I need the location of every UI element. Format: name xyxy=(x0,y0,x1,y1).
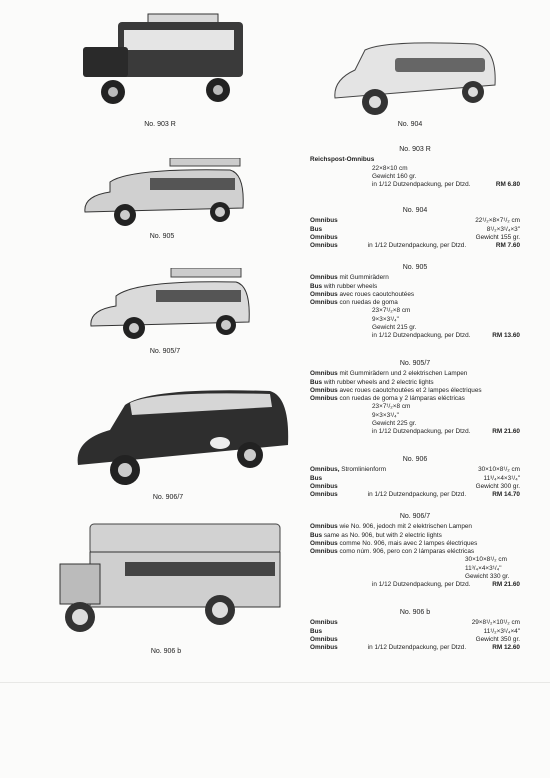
price: RM 7.60 xyxy=(495,242,520,250)
row-label: Omnibus xyxy=(310,619,338,627)
row-label: Omnibus xyxy=(310,290,338,298)
spec-row xyxy=(310,644,520,652)
price-row xyxy=(310,428,520,436)
section-number: No. 903 R xyxy=(399,146,431,153)
price: RM 21.60 xyxy=(492,428,520,436)
row-text: avec roues caoutchoutées xyxy=(339,290,415,298)
section-number: No. 905/7 xyxy=(399,360,431,367)
price-row xyxy=(310,181,520,189)
row-value: 30×10×8¹/₂ cm xyxy=(478,466,520,474)
section-9067 xyxy=(310,513,520,590)
section-906 xyxy=(310,456,520,499)
row-label: Omnibus xyxy=(310,242,338,250)
row-text: como núm. 906, pero con 2 lámparas eléctricas xyxy=(339,548,475,556)
price-row xyxy=(310,332,520,340)
section-number: No. 904 xyxy=(402,207,428,214)
row-value: Gewicht 350 gr. xyxy=(475,635,520,643)
detail-line: Gewicht 330 gr. xyxy=(465,573,510,581)
desc-row xyxy=(310,299,520,307)
detail-line: 9×3×3¹/₄" xyxy=(372,315,399,323)
bus-905-illustration xyxy=(80,158,250,228)
spec-row xyxy=(310,226,520,234)
bus-906b-illustration xyxy=(55,522,285,637)
row-value: 22¹/₂×8×7¹/₂ cm xyxy=(475,217,520,225)
row-text: mit Gummirädern xyxy=(339,274,389,282)
row-text: comme No. 906, mais avec 2 lampes électriques xyxy=(339,539,478,547)
row-text: Stromlinienform xyxy=(341,466,387,474)
spec-row xyxy=(310,217,520,225)
row-text: same as No. 906, but with 2 electric lights xyxy=(323,531,442,539)
row-text: con ruedas de goma xyxy=(339,299,398,307)
row-value: 11¹/₂×3¹/₄×4" xyxy=(483,627,520,635)
detail-line: Gewicht 215 gr. xyxy=(372,324,417,332)
row-value: Gewicht 155 gr. xyxy=(475,233,520,241)
page-divider xyxy=(0,682,550,683)
price: RM 13.60 xyxy=(492,332,520,340)
spec-row xyxy=(310,475,520,483)
caption-903r: No. 903 R xyxy=(144,121,176,128)
spec-row xyxy=(310,491,520,499)
row-label: Bus xyxy=(310,531,323,539)
row-label: Omnibus xyxy=(310,644,338,652)
desc-row xyxy=(310,291,520,299)
section-903r xyxy=(310,146,520,189)
detail-line: 9×3×3¹/₄" xyxy=(372,411,399,419)
caption-9057: No. 905/7 xyxy=(149,348,181,355)
row-value: 8¹/₂×3¹/₄×3" xyxy=(486,225,520,233)
section-title: Reichspost-Omnibus xyxy=(310,156,375,164)
bus-9057-illustration xyxy=(86,268,256,343)
spec-row xyxy=(310,619,520,627)
desc-row xyxy=(310,548,520,556)
desc-row xyxy=(310,274,520,282)
row-text: with rubber wheels and 2 electric lights xyxy=(323,378,434,386)
section-number: No. 906 xyxy=(402,456,428,463)
detail-line: Gewicht 225 gr. xyxy=(372,420,417,428)
section-number: No. 906 b xyxy=(399,609,431,616)
row-label: Omnibus, xyxy=(310,466,340,474)
desc-row xyxy=(310,532,520,540)
row-label: Omnibus xyxy=(310,523,338,531)
section-906b xyxy=(310,609,520,652)
row-text: con ruedas de goma y 2 lámparas eléctricas xyxy=(339,395,465,403)
row-text: mit Gummirädern und 2 elektrischen Lampen xyxy=(339,370,468,378)
desc-row xyxy=(310,540,520,548)
pack-text: in 1/12 Dutzendpackung, per Dtzd. xyxy=(367,242,467,250)
spec-row xyxy=(310,628,520,636)
spec-row xyxy=(310,242,520,250)
row-value: 11³/₄×4×3¹/₄" xyxy=(483,474,520,482)
detail-line: 11³/₄×4×3¹/₄" xyxy=(465,564,502,572)
row-text: with rubber wheels xyxy=(323,282,378,290)
pack-text: in 1/12 Dutzendpackung, per Dtzd. xyxy=(372,428,471,436)
desc-row xyxy=(310,387,520,395)
row-label: Omnibus xyxy=(310,233,338,241)
detail-line: 23×7¹/₂×8 cm xyxy=(372,403,411,411)
bus-903r-illustration xyxy=(78,12,248,112)
desc-row xyxy=(310,283,520,291)
pack-text: in 1/12 Dutzendpackung, per Dtzd. xyxy=(372,181,471,189)
pack-text: in 1/12 Dutzendpackung, per Dtzd. xyxy=(372,332,471,340)
row-label: Bus xyxy=(310,474,323,482)
row-value: 29×8¹/₂×10¹/₂ cm xyxy=(471,619,520,627)
detail-line: Gewicht 160 gr. xyxy=(372,172,417,180)
row-label: Omnibus xyxy=(310,548,338,556)
detail-line: 30×10×8¹/₂ cm xyxy=(465,556,507,564)
desc-row xyxy=(310,523,520,531)
price: RM 12.60 xyxy=(492,644,520,652)
caption-905: No. 905 xyxy=(149,233,175,240)
row-label: Omnibus xyxy=(310,539,338,547)
bus-904-illustration xyxy=(325,40,500,120)
row-label: Bus xyxy=(310,225,323,233)
detail-line: 23×7¹/₂×8 cm xyxy=(372,307,411,315)
detail-line: 22×8×10 cm xyxy=(372,164,408,172)
pack-text: in 1/12 Dutzendpackung, per Dtzd. xyxy=(367,644,467,652)
row-text: avec roues caoutchoutées et 2 lampes électriques xyxy=(339,386,482,394)
section-905 xyxy=(310,264,520,341)
section-904 xyxy=(310,207,520,250)
row-label: Omnibus xyxy=(310,635,338,643)
row-label: Bus xyxy=(310,378,323,386)
caption-904: No. 904 xyxy=(397,121,423,128)
desc-row xyxy=(310,379,520,387)
desc-row xyxy=(310,395,520,403)
section-9057 xyxy=(310,360,520,437)
row-label: Omnibus xyxy=(310,386,338,394)
spec-row xyxy=(310,636,520,644)
row-label: Omnibus xyxy=(310,482,338,490)
row-value: Gewicht 300 gr. xyxy=(475,482,520,490)
spec-row xyxy=(310,234,520,242)
price: RM 14.70 xyxy=(492,491,520,499)
row-label: Bus xyxy=(310,627,323,635)
caption-9067: No. 906/7 xyxy=(152,494,184,501)
row-label: Omnibus xyxy=(310,395,338,403)
row-label: Omnibus xyxy=(310,491,338,499)
row-label: Omnibus xyxy=(310,370,338,378)
row-label: Omnibus xyxy=(310,217,338,225)
desc-row xyxy=(310,370,520,378)
caption-906b: No. 906 b xyxy=(150,648,182,655)
section-number: No. 905 xyxy=(402,264,428,271)
pack-text: in 1/12 Dutzendpackung, per Dtzd. xyxy=(367,491,467,499)
row-label: Omnibus xyxy=(310,274,338,282)
spec-row xyxy=(310,483,520,491)
row-label: Bus xyxy=(310,282,323,290)
price: RM 6.80 xyxy=(495,181,520,189)
spec-row xyxy=(310,466,520,474)
price-row xyxy=(310,581,520,589)
bus-9067-illustration xyxy=(70,385,292,490)
row-label: Omnibus xyxy=(310,299,338,307)
section-number: No. 906/7 xyxy=(399,513,431,520)
pack-text: in 1/12 Dutzendpackung, per Dtzd. xyxy=(372,581,471,589)
row-text: wie No. 906, jedoch mit 2 elektrischen Lampen xyxy=(339,523,472,531)
price: RM 21.60 xyxy=(492,581,520,589)
